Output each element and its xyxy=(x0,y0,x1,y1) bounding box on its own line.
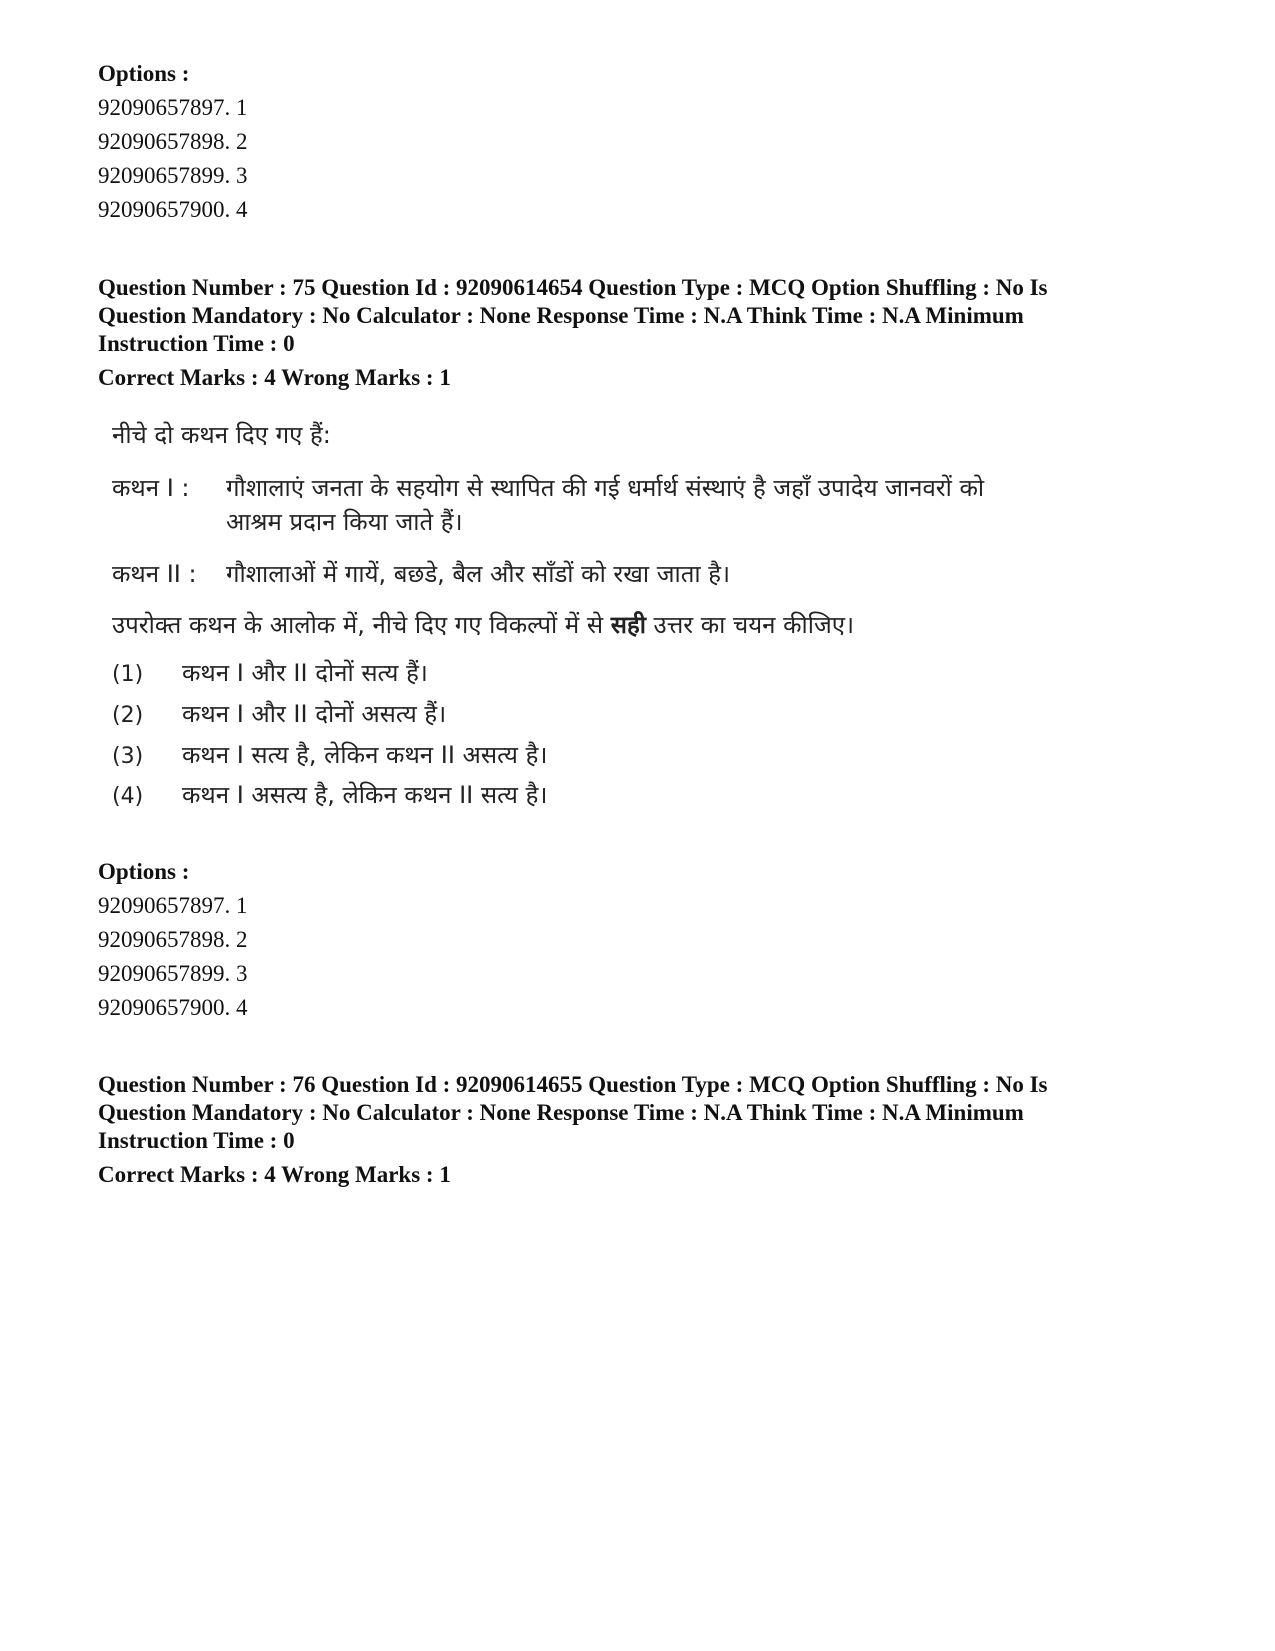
statement-1-line-2: आश्रम प्रदान किया जाते हैं। xyxy=(226,508,463,536)
statement-1-label: कथन I : xyxy=(112,474,190,502)
question-intro: नीचे दो कथन दिए गए हैं: xyxy=(112,421,331,449)
choice-number: (1) xyxy=(112,662,144,687)
choice-number: (3) xyxy=(112,744,144,769)
option-line: 92090657900. 4 xyxy=(98,995,248,1020)
option-line: 92090657897. 1 xyxy=(98,95,248,120)
instruction-bold: सही xyxy=(610,611,646,639)
statement-1-line-1: गौशालाएं जनता के सहयोग से स्थापित की गई धर्मार्थ संस्थाएं है जहाँ उपादेय जानवरों को xyxy=(226,474,985,502)
statement-2-text: गौशालाओं में गायें, बछडे, बैल और साँडों को रखा जाता है। xyxy=(226,560,731,588)
question-meta-line: Instruction Time : 0 xyxy=(98,331,295,356)
question-instruction xyxy=(112,608,854,642)
option-line: 92090657898. 2 xyxy=(98,129,248,154)
marks-line: Correct Marks : 4 Wrong Marks : 1 xyxy=(98,1162,451,1187)
choice-text: कथन I सत्य है, लेकिन कथन II असत्य है। xyxy=(182,741,548,769)
question-meta-line: Question Mandatory : No Calculator : None Response Time : N.A Think Time : N.A Minimum xyxy=(98,1100,1024,1125)
option-line: 92090657899. 3 xyxy=(98,961,248,986)
options-heading: Options : xyxy=(98,859,190,884)
choice-text: कथन I और II दोनों सत्य हैं। xyxy=(182,659,428,687)
question-meta-line: Question Number : 75 Question Id : 92090614654 Question Type : MCQ Option Shuffling : No Is xyxy=(98,275,1048,300)
options-heading: Options : xyxy=(98,61,190,86)
instruction-pre: उपरोक्त कथन के आलोक में, नीचे दिए गए विकल्पों में से xyxy=(112,611,611,639)
marks-line: Correct Marks : 4 Wrong Marks : 1 xyxy=(98,365,451,390)
question-meta-line: Question Mandatory : No Calculator : None Response Time : N.A Think Time : N.A Minimum xyxy=(98,303,1024,328)
instruction-post: उत्तर का चयन कीजिए। xyxy=(645,611,855,639)
option-line: 92090657900. 4 xyxy=(98,197,248,222)
statement-2-label: कथन II : xyxy=(112,560,197,588)
choice-text: कथन I और II दोनों असत्य हैं। xyxy=(182,700,447,728)
option-line: 92090657897. 1 xyxy=(98,893,248,918)
question-meta-line: Question Number : 76 Question Id : 92090614655 Question Type : MCQ Option Shuffling : No Is xyxy=(98,1072,1048,1097)
choice-number: (4) xyxy=(112,784,144,809)
question-meta-line: Instruction Time : 0 xyxy=(98,1128,295,1153)
choice-number: (2) xyxy=(112,703,144,728)
option-line: 92090657899. 3 xyxy=(98,163,248,188)
option-line: 92090657898. 2 xyxy=(98,927,248,952)
choice-text: कथन I असत्य है, लेकिन कथन II सत्य है। xyxy=(182,781,548,809)
